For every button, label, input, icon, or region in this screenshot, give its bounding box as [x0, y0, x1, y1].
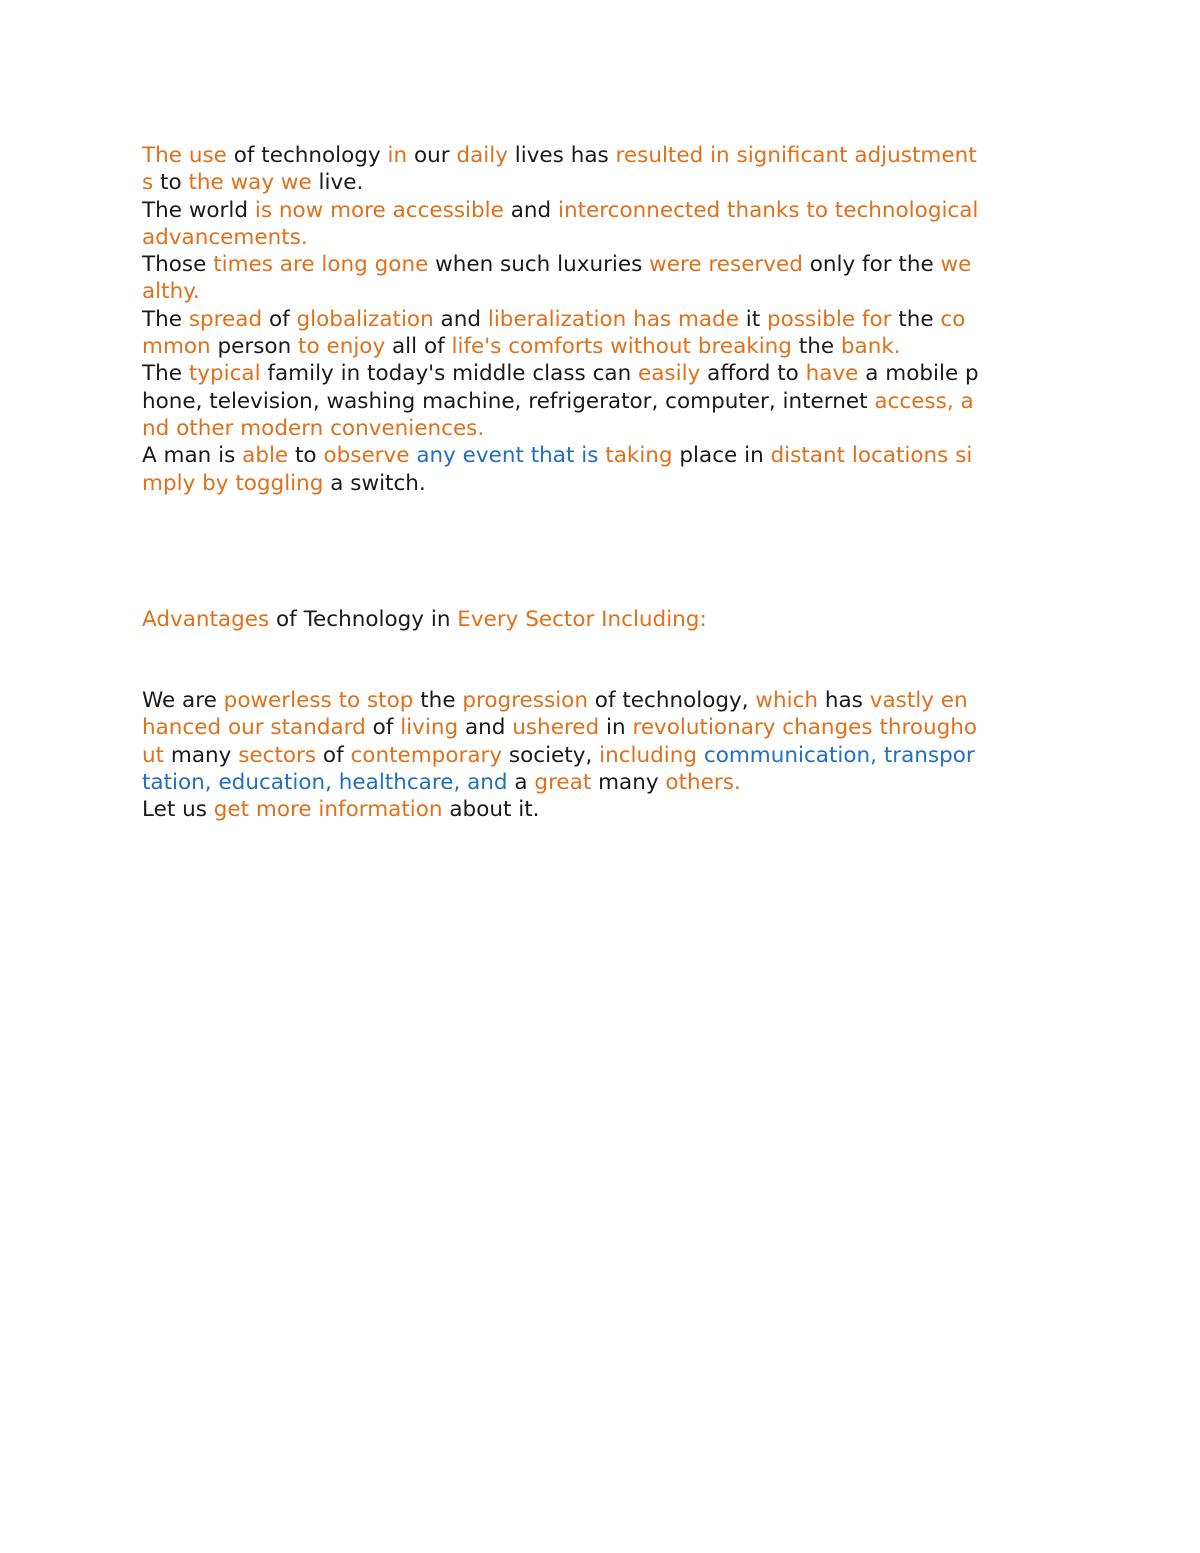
- text-run: A man is: [142, 443, 243, 469]
- highlighted-text-run: vastly en: [869, 688, 968, 714]
- text-line: [142, 142, 1062, 169]
- text-run: and: [503, 197, 558, 223]
- text-run: The: [142, 361, 189, 387]
- text-run: hone, television, washing machine, refrigerator, computer, internet: [142, 388, 875, 414]
- text-run: The: [142, 306, 189, 332]
- text-run: and: [458, 715, 513, 741]
- text-run: place in: [672, 443, 771, 469]
- highlighted-text-run: which: [755, 688, 819, 714]
- highlighted-text-run: progression: [462, 688, 588, 714]
- highlighted-text-run: globalization: [296, 306, 434, 332]
- document-body: [142, 142, 1062, 824]
- text-run: [697, 743, 704, 768]
- text-run: our: [407, 143, 457, 168]
- text-run: has: [818, 688, 870, 714]
- highlighted-text-run: were reserved: [649, 252, 803, 278]
- highlighted-text-run: tation, education, healthcare, and: [142, 770, 508, 796]
- text-run: live.: [311, 170, 364, 196]
- text-line: [142, 470, 1062, 497]
- text-line: [142, 388, 1062, 415]
- highlighted-text-run: possible for: [767, 306, 892, 332]
- highlighted-text-run: times are long gone: [213, 252, 429, 278]
- text-line: [142, 197, 1062, 224]
- highlighted-text-run: nd other modern conveniences.: [142, 415, 485, 441]
- text-line: [142, 769, 1062, 796]
- text-run: of: [365, 715, 401, 741]
- highlighted-text-run: liberalization has made: [487, 306, 739, 332]
- highlighted-text-run: in: [387, 143, 408, 168]
- text-line: [142, 606, 1062, 633]
- text-run: of: [316, 742, 351, 768]
- highlighted-text-run: is now more accessible: [254, 197, 504, 223]
- highlighted-text-run: taking: [605, 443, 673, 469]
- spacer: [142, 497, 1062, 606]
- text-run: in: [599, 715, 633, 741]
- text-run: many: [164, 742, 239, 768]
- paragraph-technology-daily-life: [142, 142, 1062, 497]
- spacer: [142, 633, 1062, 687]
- highlighted-text-run: typical: [188, 361, 261, 387]
- text-line: [142, 306, 1062, 333]
- text-run: it: [738, 306, 768, 332]
- text-line: [142, 251, 1062, 278]
- highlighted-text-run: resulted in significant adjustment: [615, 143, 977, 168]
- highlighted-text-run: distant locations si: [770, 443, 973, 469]
- highlighted-text-run: revolutionary changes througho: [632, 715, 978, 741]
- text-run: when such luxuries: [428, 252, 650, 278]
- text-run: family in today's middle class can: [260, 361, 639, 387]
- text-line: [142, 796, 1062, 823]
- text-run: We are: [142, 688, 224, 714]
- highlighted-text-run: to enjoy: [298, 334, 386, 360]
- highlighted-text-run: co: [940, 306, 966, 332]
- paragraph-advantages: [142, 687, 1062, 823]
- text-run: a: [507, 770, 535, 796]
- text-run: person: [210, 334, 299, 360]
- text-run: and: [433, 306, 488, 332]
- text-run: many: [591, 770, 666, 796]
- highlighted-text-run: life's comforts without breaking: [451, 334, 792, 360]
- text-line: [142, 360, 1062, 387]
- text-line: [142, 224, 1062, 251]
- text-run: a mobile p: [858, 361, 979, 387]
- highlighted-text-run: Advantages: [142, 606, 270, 632]
- text-run: Let us: [142, 797, 214, 823]
- highlighted-text-run: The use: [142, 143, 227, 168]
- highlighted-text-run: spread: [188, 306, 263, 332]
- highlighted-text-run: including: [599, 742, 698, 768]
- text-run: all of: [385, 334, 452, 360]
- text-run: society,: [502, 742, 600, 768]
- text-run: lives has: [507, 143, 616, 168]
- highlighted-text-run: the way we: [188, 170, 312, 196]
- highlighted-text-run: great: [534, 770, 592, 796]
- text-line: [142, 442, 1062, 469]
- text-run: The world: [142, 197, 255, 223]
- highlighted-text-run: we: [940, 252, 972, 278]
- highlighted-text-run: mply by toggling: [142, 470, 324, 496]
- text-line: [142, 687, 1062, 714]
- highlighted-text-run: s: [142, 170, 154, 196]
- highlighted-text-run: easily: [638, 361, 701, 387]
- text-run: of technology,: [587, 688, 756, 714]
- highlighted-text-run: interconnected thanks to technological: [558, 197, 979, 223]
- highlighted-text-run: sectors: [238, 742, 317, 768]
- text-line: [142, 415, 1062, 442]
- highlighted-text-run: mmon: [142, 334, 211, 360]
- highlighted-text-run: daily: [456, 143, 508, 168]
- text-run: about it.: [442, 797, 540, 823]
- text-line: [142, 714, 1062, 741]
- text-run: of: [262, 306, 297, 332]
- highlighted-text-run: ushered: [512, 715, 600, 741]
- highlighted-text-run: advancements.: [142, 224, 308, 250]
- highlighted-text-run: have: [805, 361, 859, 387]
- text-run: the: [413, 688, 463, 714]
- text-run: a switch.: [323, 470, 426, 496]
- highlighted-text-run: bank.: [840, 334, 901, 360]
- highlighted-text-run: powerless to stop: [223, 688, 414, 714]
- highlighted-text-run: others.: [665, 770, 741, 796]
- text-run: only for the: [802, 252, 941, 278]
- text-run: the: [791, 334, 841, 360]
- text-run: of Technology in: [269, 606, 458, 632]
- highlighted-text-run: observe: [323, 443, 410, 469]
- highlighted-text-run: get more information: [213, 797, 443, 823]
- highlighted-text-run: communication, transpor: [703, 742, 975, 768]
- text-run: to: [288, 443, 324, 469]
- text-line: [142, 278, 1062, 305]
- highlighted-text-run: Every Sector Including:: [457, 606, 707, 632]
- text-run: the: [891, 306, 941, 332]
- text-run: to: [153, 170, 189, 196]
- highlighted-text-run: living: [400, 715, 459, 741]
- highlighted-text-run: any event that is: [416, 443, 599, 469]
- highlighted-text-run: contemporary: [350, 742, 503, 768]
- highlighted-text-run: hanced our standard: [142, 715, 366, 741]
- highlighted-text-run: ut: [142, 742, 165, 768]
- text-run: afford to: [700, 361, 806, 387]
- section-heading: [142, 606, 1062, 633]
- text-line: [142, 169, 1062, 196]
- text-run: Those: [142, 252, 214, 278]
- highlighted-text-run: able: [242, 443, 289, 469]
- highlighted-text-run: access, a: [874, 388, 974, 414]
- text-line: [142, 333, 1062, 360]
- text-run: of technology: [226, 143, 388, 168]
- text-line: [142, 742, 1062, 769]
- highlighted-text-run: althy.: [142, 279, 200, 305]
